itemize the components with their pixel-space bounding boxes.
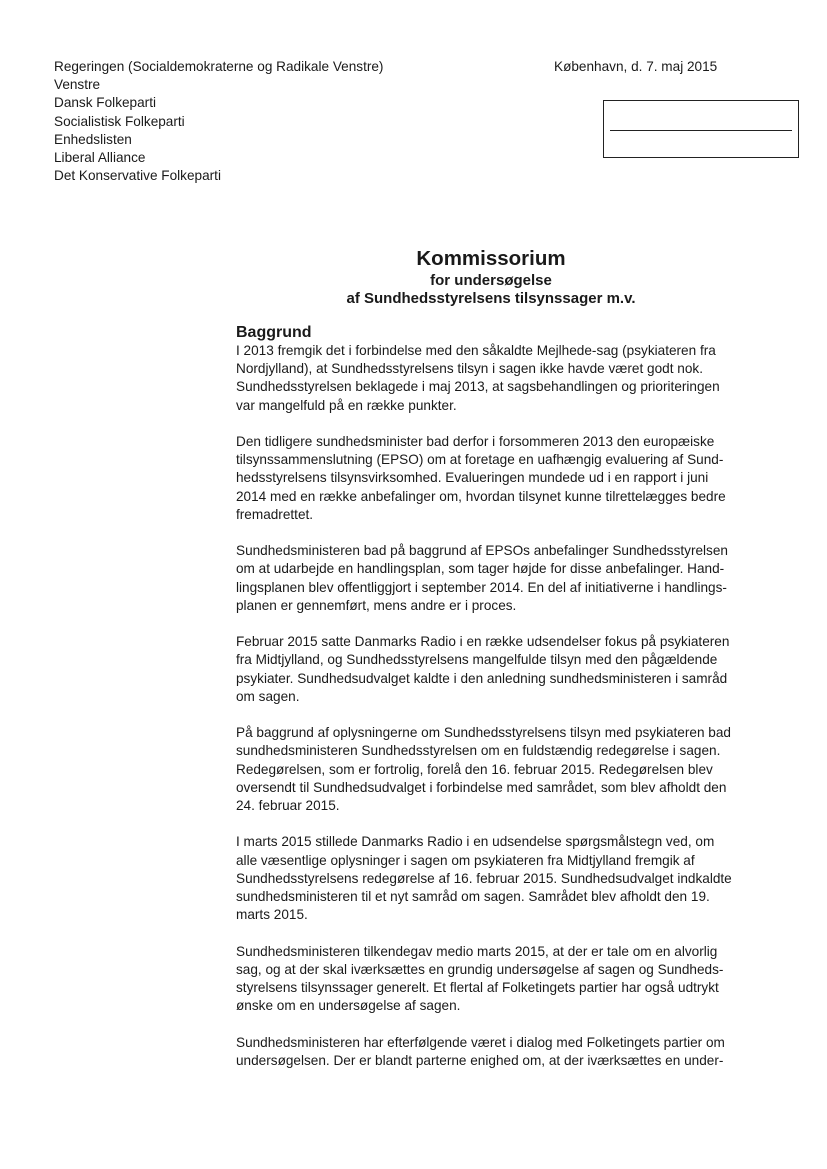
- paragraph-line: oversendt til Sundhedsudvalget i forbindelse med samrådet, som blev afholdt den: [236, 779, 727, 795]
- section-heading: Baggrund: [236, 324, 312, 341]
- paragraph-line: lingsplanen blev offentliggjort i september 2014. En del af initiativerne i handlings-: [236, 579, 727, 595]
- party-item: Liberal Alliance: [54, 150, 146, 166]
- paragraph: [236, 724, 746, 815]
- paragraph-line: Redegørelsen, som er fortrolig, forelå den 16. februar 2015. Redegørelsen blev: [236, 761, 713, 777]
- paragraph-line: 24. februar 2015.: [236, 798, 340, 814]
- paragraph-line: Sundhedsministeren tilkendegav medio marts 2015, at der er tale om en alvorlig: [236, 943, 718, 959]
- paragraph-line: I 2013 fremgik det i forbindelse med den såkaldte Mejlhede-sag (psykiateren fra: [236, 343, 716, 358]
- party-item: Socialistisk Folkeparti: [54, 113, 185, 129]
- paragraph-line: Nordjylland), at Sundhedsstyrelsens tilsyn i sagen ikke havde været godt nok.: [236, 361, 703, 377]
- paragraph: [236, 943, 746, 1016]
- paragraph-line: Sundhedsministeren bad på baggrund af EPSOs anbefalinger Sundhedsstyrelsen: [236, 543, 728, 559]
- paragraph-line: ønske om en undersøgelse af sagen.: [236, 998, 461, 1014]
- paragraph-line: sundhedsministeren Sundhedsstyrelsen om en fuldstændig redegørelse i sagen.: [236, 743, 721, 759]
- document-subtitle-1: for undersøgelse: [430, 272, 552, 289]
- signature-box: [603, 100, 799, 158]
- paragraph-line: hedsstyrelsens tilsynsvirksomhed. Evalueringen mundede ud i en rapport i juni: [236, 470, 709, 486]
- paragraph-line: I marts 2015 stillede Danmarks Radio i en udsendelse spørgsmålstegn ved, om: [236, 834, 715, 850]
- paragraph-line: styrelsens tilsynssager generelt. Et flertal af Folketingets partier har også udtrykt: [236, 980, 719, 996]
- paragraph-line: Sundhedsstyrelsens redegørelse af 16. februar 2015. Sundhedsudvalget indkaldte: [236, 870, 732, 886]
- paragraph: [236, 833, 746, 924]
- paragraph-line: om sagen.: [236, 688, 300, 704]
- paragraph: [236, 1034, 746, 1070]
- paragraph: [236, 342, 746, 415]
- paragraph-line: undersøgelsen. Der er blandt parterne enighed om, at der iværksættes en under-: [236, 1052, 724, 1068]
- document-body: [236, 323, 746, 1088]
- paragraph-line: om at udarbejde en handlingsplan, som tager højde for disse anbefalinger. Hand-: [236, 561, 725, 577]
- paragraph-line: fra Midtjylland, og Sundhedsstyrelsens mangelfulde tilsyn med den pågældende: [236, 652, 718, 668]
- paragraph-container: [236, 342, 746, 1070]
- party-item: Dansk Folkeparti: [54, 95, 156, 111]
- paragraph: [236, 542, 746, 615]
- paragraph-line: Februar 2015 satte Danmarks Radio i en række udsendelser fokus på psykiateren: [236, 634, 730, 650]
- paragraph-line: var mangelfuld på en række punkter.: [236, 397, 457, 413]
- paragraph: [236, 633, 746, 706]
- paragraph-line: psykiater. Sundhedsudvalget kaldte i den anledning sundhedsministeren i samråd: [236, 670, 728, 686]
- paragraph-line: sundhedsministeren til et nyt samråd om sagen. Samrådet blev afholdt den 19.: [236, 889, 710, 905]
- paragraph-line: alle væsentlige oplysninger i sagen om psykiateren fra Midtjylland fremgik af: [236, 852, 695, 868]
- party-item: Det Konservative Folkeparti: [54, 168, 221, 184]
- paragraph-line: Sundhedsministeren har efterfølgende været i dialog med Folketingets partier om: [236, 1034, 725, 1050]
- paragraph-line: Den tidligere sundhedsminister bad derfor i forsommeren 2013 den europæiske: [236, 434, 715, 449]
- signature-line: [610, 130, 792, 131]
- paragraph: [236, 433, 746, 524]
- party-item: Venstre: [54, 77, 101, 93]
- paragraph-line: Sundhedsstyrelsen beklagede i maj 2013, at sagsbehandlingen og prioriteringen: [236, 379, 720, 395]
- paragraph-line: planen er gennemført, mens andre er i proces.: [236, 597, 517, 613]
- document-date: København, d. 7. maj 2015: [554, 59, 718, 74]
- title-block: [236, 246, 746, 308]
- party-item: Enhedslisten: [54, 131, 132, 147]
- paragraph-line: sag, og at der skal iværksættes en grundig undersøgelse af sagen og Sundheds-: [236, 961, 724, 977]
- paragraph-line: tilsynssammenslutning (EPSO) om at foretage en uafhængig evaluering af Sund-: [236, 452, 724, 468]
- paragraph-line: marts 2015.: [236, 907, 308, 923]
- party-list: [54, 58, 383, 185]
- party-item: Regeringen (Socialdemokraterne og Radikale Venstre): [54, 59, 384, 74]
- paragraph-line: fremadrettet.: [236, 506, 314, 522]
- document-title: Kommissorium: [416, 247, 566, 270]
- paragraph-line: 2014 med en række anbefalinger om, hvordan tilsynet kunne tilrettelægges bedre: [236, 488, 726, 504]
- document-subtitle-2: af Sundhedsstyrelsens tilsynssager m.v.: [346, 290, 636, 307]
- paragraph-line: På baggrund af oplysningerne om Sundhedsstyrelsens tilsyn med psykiateren bad: [236, 725, 731, 741]
